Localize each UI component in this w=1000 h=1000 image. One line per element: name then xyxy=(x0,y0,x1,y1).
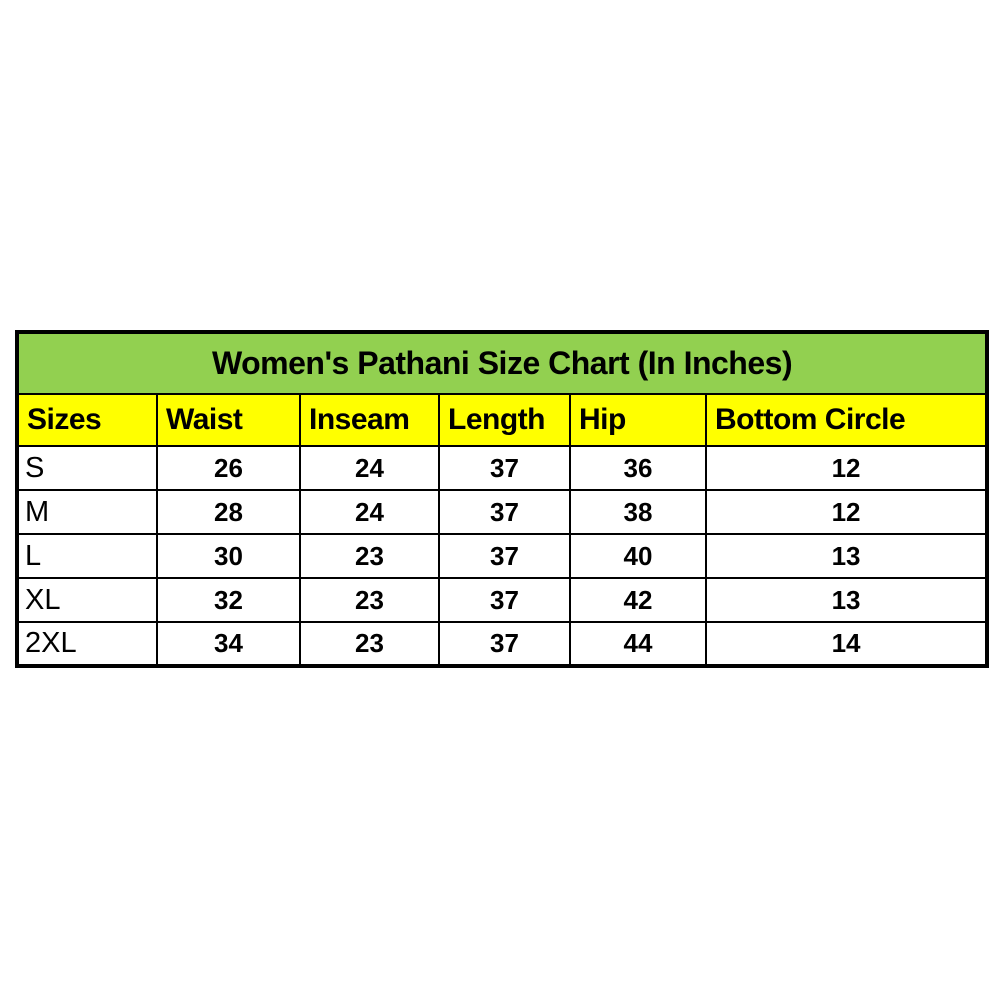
size-label: L xyxy=(17,534,157,578)
size-label: XL xyxy=(17,578,157,622)
length-value: 37 xyxy=(439,578,570,622)
bottom-circle-value: 12 xyxy=(706,490,987,534)
inseam-value: 24 xyxy=(300,446,439,490)
column-header-waist: Waist xyxy=(157,394,300,446)
column-header-inseam: Inseam xyxy=(300,394,439,446)
bottom-circle-value: 14 xyxy=(706,622,987,666)
waist-value: 28 xyxy=(157,490,300,534)
hip-value: 42 xyxy=(570,578,706,622)
table-row-m xyxy=(17,490,987,534)
column-header-sizes: Sizes xyxy=(17,394,157,446)
waist-value: 32 xyxy=(157,578,300,622)
title-row xyxy=(17,332,987,394)
column-header-bottom-circle: Bottom Circle xyxy=(706,394,987,446)
length-value: 37 xyxy=(439,490,570,534)
table-row-s xyxy=(17,446,987,490)
size-label: S xyxy=(17,446,157,490)
bottom-circle-value: 13 xyxy=(706,578,987,622)
table-row-l xyxy=(17,534,987,578)
table-row-xl xyxy=(17,578,987,622)
column-header-hip: Hip xyxy=(570,394,706,446)
column-header-length: Length xyxy=(439,394,570,446)
waist-value: 30 xyxy=(157,534,300,578)
header-row xyxy=(17,394,987,446)
inseam-value: 23 xyxy=(300,622,439,666)
size-chart-table xyxy=(15,330,989,668)
bottom-circle-value: 13 xyxy=(706,534,987,578)
waist-value: 26 xyxy=(157,446,300,490)
hip-value: 44 xyxy=(570,622,706,666)
chart-title: Women's Pathani Size Chart (In Inches) xyxy=(17,332,987,394)
length-value: 37 xyxy=(439,534,570,578)
table-row-2xl xyxy=(17,622,987,666)
inseam-value: 23 xyxy=(300,534,439,578)
length-value: 37 xyxy=(439,446,570,490)
inseam-value: 24 xyxy=(300,490,439,534)
size-label: 2XL xyxy=(17,622,157,666)
size-label: M xyxy=(17,490,157,534)
hip-value: 38 xyxy=(570,490,706,534)
hip-value: 36 xyxy=(570,446,706,490)
inseam-value: 23 xyxy=(300,578,439,622)
waist-value: 34 xyxy=(157,622,300,666)
hip-value: 40 xyxy=(570,534,706,578)
bottom-circle-value: 12 xyxy=(706,446,987,490)
length-value: 37 xyxy=(439,622,570,666)
